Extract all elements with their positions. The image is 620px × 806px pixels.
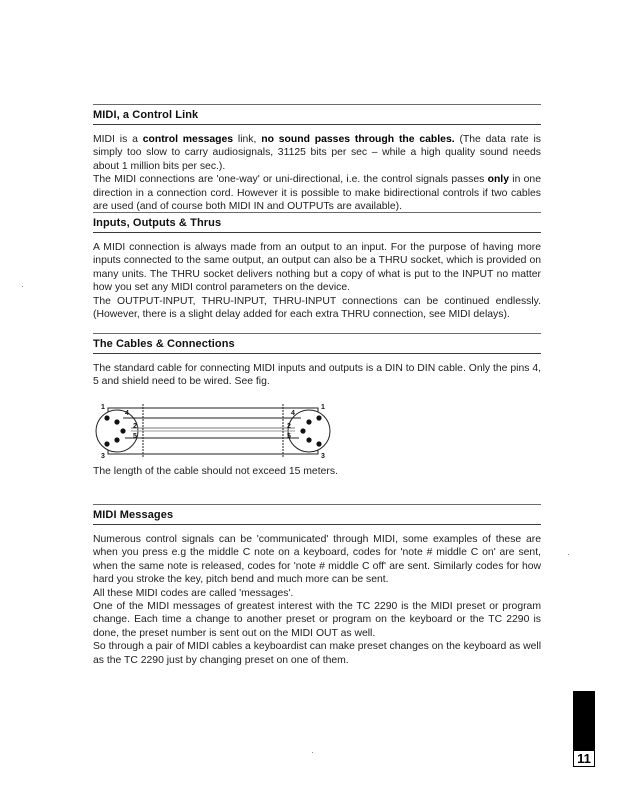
left-label-1: 1 [101, 404, 105, 411]
right-label-1: 1 [321, 404, 325, 411]
left-pin-3 [104, 441, 109, 446]
paragraph: The standard cable for connecting MIDI inputs and outputs is a DIN to DIN cable. Only the pins 4, 5 and shield need to be wired. See fig. [93, 363, 541, 388]
left-pin-4 [114, 419, 119, 424]
paragraph: Numerous control signals can be 'communicated' through MIDI, some examples of these are when you press e.g the middle C note on a keyboard, codes for 'note # middle C on' are sent, when the same note is released, codes for 'note # middle C off' are sent. Similarly codes for how hard you stroke the key, pitch bend and much more can be sent. [93, 534, 541, 586]
text-run: The MIDI connections are 'one-way' or uni-directional, i.e. the control signals passes [93, 174, 488, 186]
right-label-5: 5 [287, 433, 291, 440]
bold-text-run: control messages [142, 134, 234, 145]
section-midi-messages [93, 504, 541, 667]
section-top-rule [93, 333, 541, 334]
din-cable-diagram [93, 398, 333, 460]
right-label-3: 3 [321, 453, 325, 460]
right-label-2: 2 [287, 423, 291, 430]
scan-speck [568, 554, 569, 555]
cable-length-note [93, 465, 541, 478]
right-pin-1 [316, 415, 321, 420]
section-top-rule [93, 104, 541, 105]
left-label-3: 3 [101, 453, 105, 460]
text-run: MIDI is a [93, 134, 143, 145]
section-bottom-rule [93, 524, 541, 525]
right-pin-3 [316, 441, 321, 446]
section-heading: MIDI, a Control Link [93, 109, 199, 121]
left-pin-1 [104, 415, 109, 420]
text-run: link, [233, 134, 262, 145]
left-label-4: 4 [125, 410, 129, 417]
section-top-rule [93, 212, 541, 213]
section-heading: MIDI Messages [93, 509, 174, 521]
page-thumb-tab [573, 691, 595, 758]
wire-pin1 [108, 408, 318, 412]
section-heading: Inputs, Outputs & Thrus [93, 217, 222, 229]
section-top-rule [93, 504, 541, 505]
section-inputs-outputs-thrus [93, 212, 541, 321]
paragraph [93, 173, 541, 213]
right-label-4: 4 [291, 410, 295, 417]
right-pin-5 [306, 437, 311, 442]
section-body [93, 241, 541, 321]
bold-text-run: only [487, 174, 509, 186]
section-body [93, 533, 541, 667]
section-body [93, 362, 541, 389]
paragraph [93, 133, 541, 173]
section-cables-connections [93, 333, 541, 389]
left-label-2: 2 [133, 423, 137, 430]
left-pin-5 [114, 437, 119, 442]
section-bottom-rule [93, 124, 541, 125]
text-run: (The data rate is simply too slow to carry audiosignals, 31125 bits per sec – while a high quality sound needs about 1 million bits per sec.). [93, 134, 541, 172]
text-run: in one direction in a connection cord. However it is possible to make bidirectional controls if two cables are used (and of course both MIDI IN and OUTPUTs are available). [93, 174, 541, 213]
wire-pin3 [108, 450, 318, 454]
paragraph: The OUTPUT-INPUT, THRU-INPUT, THRU-INPUT connections can be continued endlessly. (However, there is a slight delay added for each extra THRU connection, see MIDI delays). [93, 295, 541, 321]
scan-speck [22, 286, 23, 287]
right-pin-2 [300, 428, 305, 433]
scan-speck [312, 752, 313, 753]
paragraph: A MIDI connection is always made from an output to an input. For the purpose of having more inputs connected to the same output, an output can also be a THRU socket, which is provided on many units. The THRU socket delivers nothing but a copy of what is put to the INPUT no matter how you set any MIDI control parameters on the device. [93, 242, 541, 294]
section-bottom-rule [93, 353, 541, 354]
right-pin-4 [306, 419, 311, 424]
section-bottom-rule [93, 232, 541, 233]
page-number: 11 [573, 750, 595, 767]
paragraph: All these MIDI codes are called 'messages'. [93, 587, 294, 599]
section-body [93, 133, 541, 213]
paragraph: One of the MIDI messages of greatest interest with the TC 2290 is the MIDI preset or program change. Each time a change to another preset or program on the keyboard or the TC 2290 is done, the preset number is sent out on the MIDI OUT as well. [93, 601, 541, 639]
left-label-5: 5 [133, 433, 137, 440]
bold-text-run: no sound passes through the cables. [261, 134, 455, 145]
section-heading: The Cables & Connections [93, 338, 235, 350]
paragraph: The length of the cable should not exceed 15 meters. [93, 466, 338, 477]
paragraph: So through a pair of MIDI cables a keyboardist can make preset changes on the keyboard as well as the TC 2290 just by changing preset on one of them. [93, 641, 541, 666]
left-pin-2 [120, 428, 125, 433]
section-midi-control-link [93, 104, 541, 213]
